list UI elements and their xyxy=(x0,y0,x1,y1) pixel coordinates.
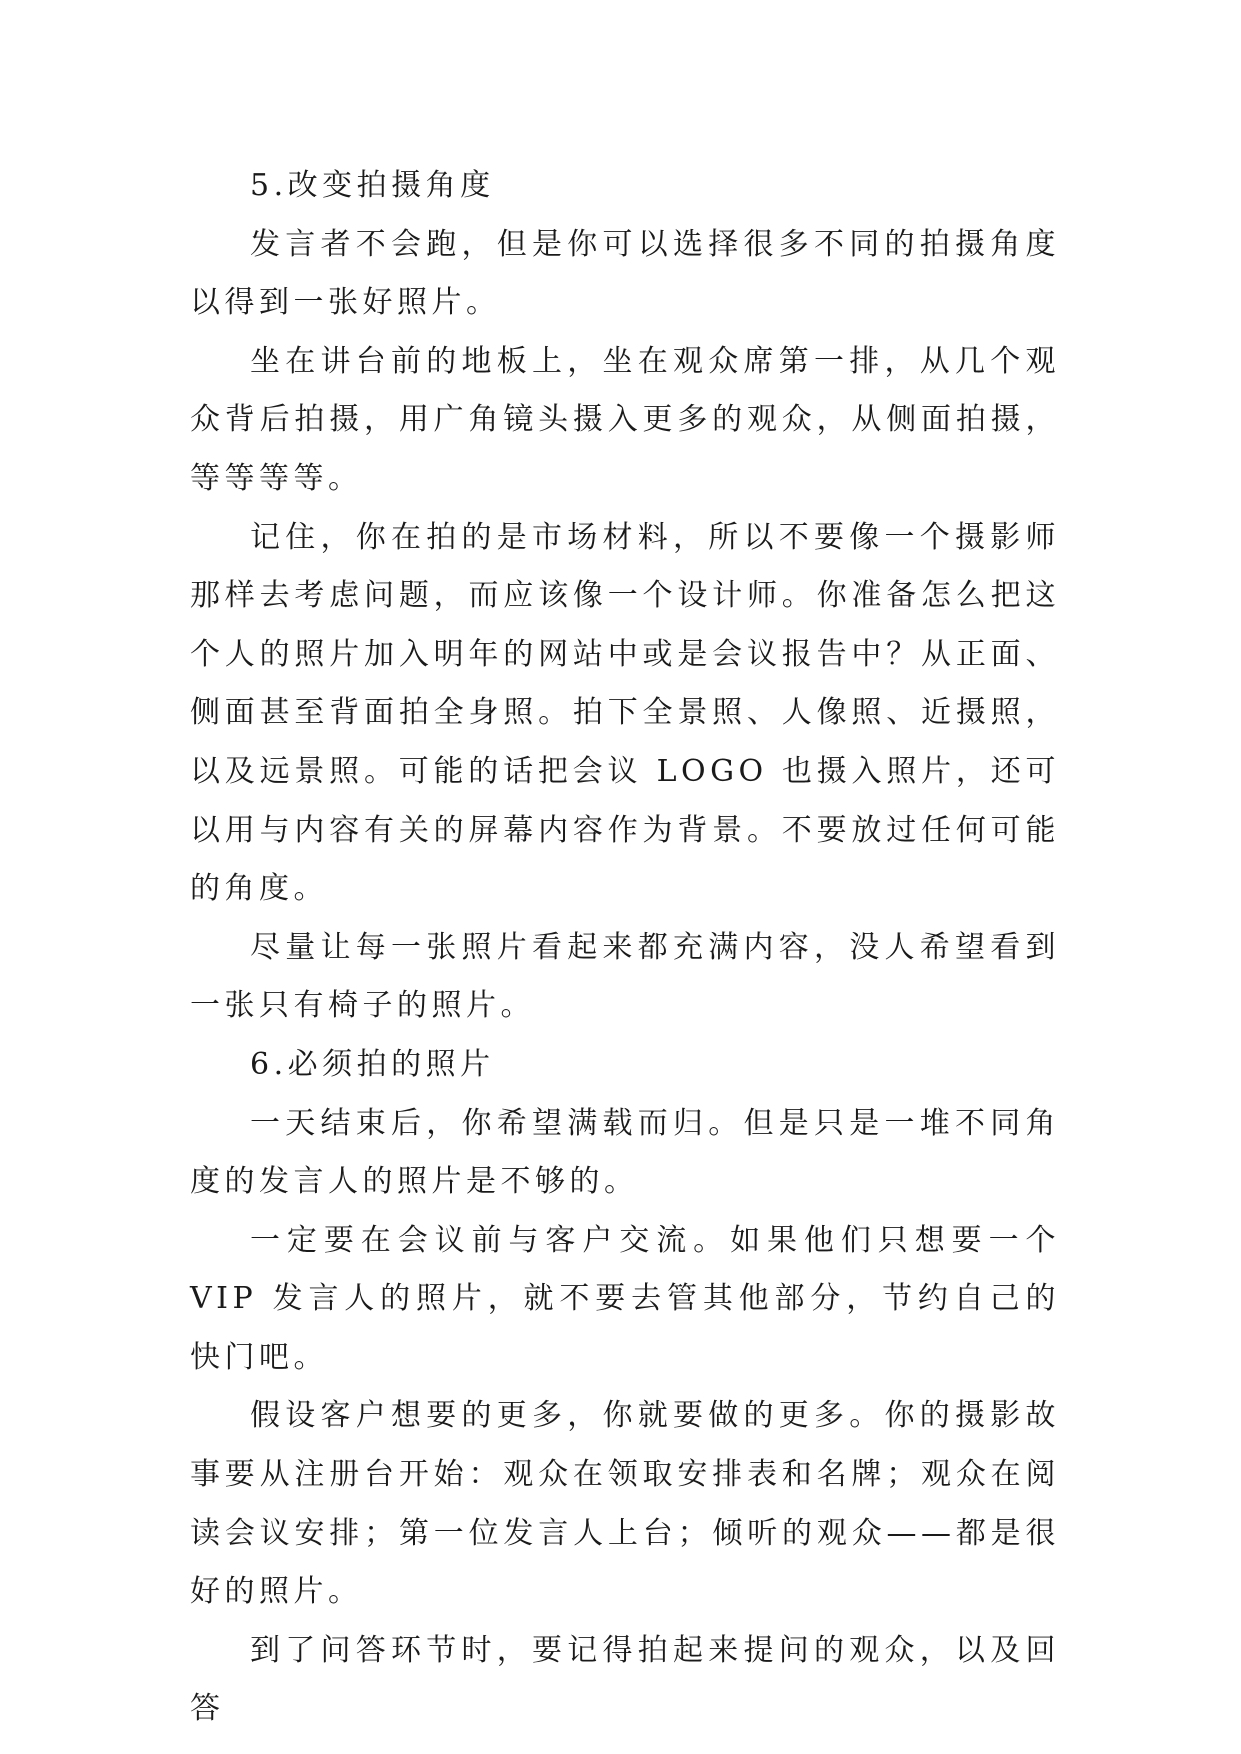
paragraph: 记住，你在拍的是市场材料，所以不要像一个摄影师那样去考虑问题，而应该像一个设计师。你准备怎么把这个人的照片加入明年的网站中或是会议报告中？从正面、侧面甚至背面拍全身照。拍下全景照、人像照、近摄照，以及远景照。可能的话把会议 LOGO 也摄入照片，还可以用与内容有关的屏幕内容作为背景。不要放过任何可能的角度。 xyxy=(190,519,1060,907)
section-heading-6: 6.必须拍的照片 xyxy=(250,1046,495,1082)
paragraph: 尽量让每一张照片看起来都充满内容，没人希望看到一张只有椅子的照片。 xyxy=(190,929,1060,1024)
section-heading-5: 5.改变拍摄角度 xyxy=(250,168,495,203)
paragraph: 坐在讲台前的地板上，坐在观众席第一排，从几个观众背后拍摄，用广角镜头摄入更多的观众，从侧面拍摄，等等等等。 xyxy=(190,343,1060,496)
paragraph: 假设客户想要的更多，你就要做的更多。你的摄影故事要从注册台开始：观众在领取安排表和名牌；观众在阅读会议安排；第一位发言人上台；倾听的观众——都是很好的照片。 xyxy=(190,1398,1060,1610)
paragraph: 一定要在会议前与客户交流。如果他们只想要一个 VIP 发言人的照片，就不要去管其他部分，节约自己的快门吧。 xyxy=(190,1222,1060,1375)
paragraph: 一天结束后，你希望满载而归。但是只是一堆不同角度的发言人的照片是不够的。 xyxy=(190,1105,1060,1200)
document-body xyxy=(190,157,1060,1739)
paragraph: 到了问答环节时，要记得拍起来提问的观众，以及回答 xyxy=(190,1632,1060,1727)
paragraph: 发言者不会跑，但是你可以选择很多不同的拍摄角度以得到一张好照片。 xyxy=(190,226,1060,321)
